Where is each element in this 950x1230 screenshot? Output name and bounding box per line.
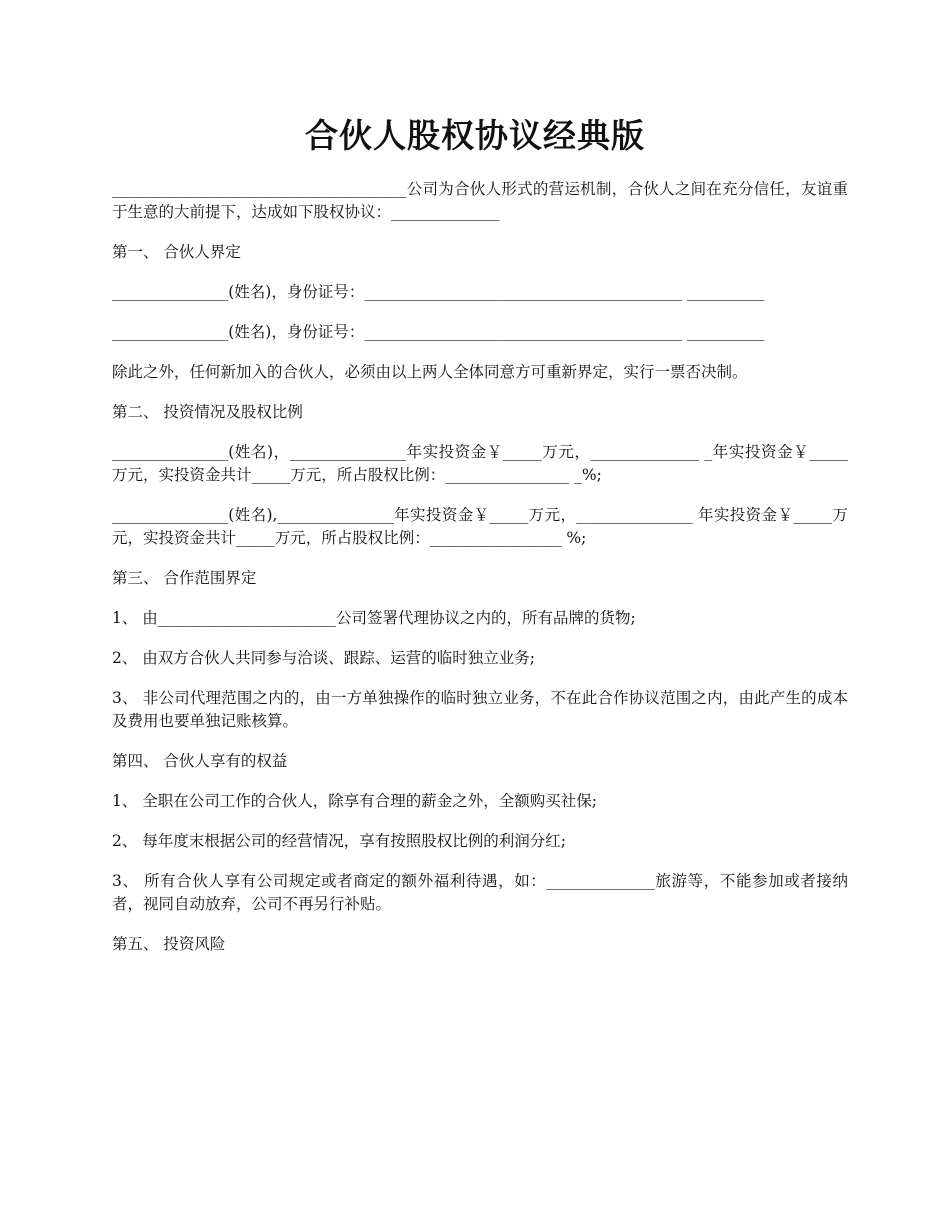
document-body — [112, 178, 848, 973]
section-heading-5: 第五、 投资风险 — [112, 935, 226, 953]
document-title: 合伙人股权协议经典版 — [305, 116, 645, 155]
scope-item-3: 3、 非公司代理范围之内的，由一方单独操作的临时独立业务，不在此合作协议范围之内，由此产生的成本及费用也要单独记账核算。 — [112, 689, 848, 730]
investment-line-2: _______________(姓名),_______________年实投资金￥_____万元，_______________ 年实投资金￥_____万元，实投资金共计_____万元，所占股权比例：_________________ %; — [112, 506, 848, 547]
rights-item-2: 2、 每年度末根据公司的经营情况，享有按照股权比例的利润分红; — [112, 832, 567, 850]
partner-line-1: _______________(姓名)，身份证号：_________________________________________ __________ — [112, 283, 765, 301]
scope-item-1: 1、 由_______________________公司签署代理协议之内的，所有品牌的货物; — [112, 609, 636, 627]
section-heading-1: 第一、 合伙人界定 — [112, 243, 241, 261]
scope-item-2: 2、 由双方合伙人共同参与洽谈、跟踪、运营的临时独立业务; — [112, 649, 536, 667]
rights-item-3: 3、 所有合伙人享有公司规定或者商定的额外福利待遇，如：______________旅游等，不能参加或者接纳者，视同自动放弃，公司不再另行补贴。 — [112, 872, 848, 913]
section-heading-4: 第四、 合伙人享有的权益 — [112, 752, 288, 770]
new-partner-clause: 除此之外，任何新加入的合伙人，必须由以上两人全体同意方可重新界定，实行一票否决制。 — [112, 363, 748, 381]
partner-line-2: _______________(姓名)，身份证号：_________________________________________ __________ — [112, 323, 765, 341]
rights-item-1: 1、 全职在公司工作的合伙人，除享有合理的薪金之外，全额购买社保; — [112, 792, 598, 810]
intro-paragraph: ______________________________________公司为合伙人形式的营运机制，合伙人之间在充分信任，友谊重于生意的大前提下，达成如下股权协议：______________ — [112, 180, 848, 221]
investment-line-1: _______________(姓名)，_______________年实投资金￥_____万元，______________ _年实投资金￥_____万元，实投资金共计_____万元，所占股权比例：________________ _%; — [112, 443, 848, 484]
section-heading-2: 第二、 投资情况及股权比例 — [112, 403, 303, 421]
section-heading-3: 第三、 合作范围界定 — [112, 569, 257, 587]
